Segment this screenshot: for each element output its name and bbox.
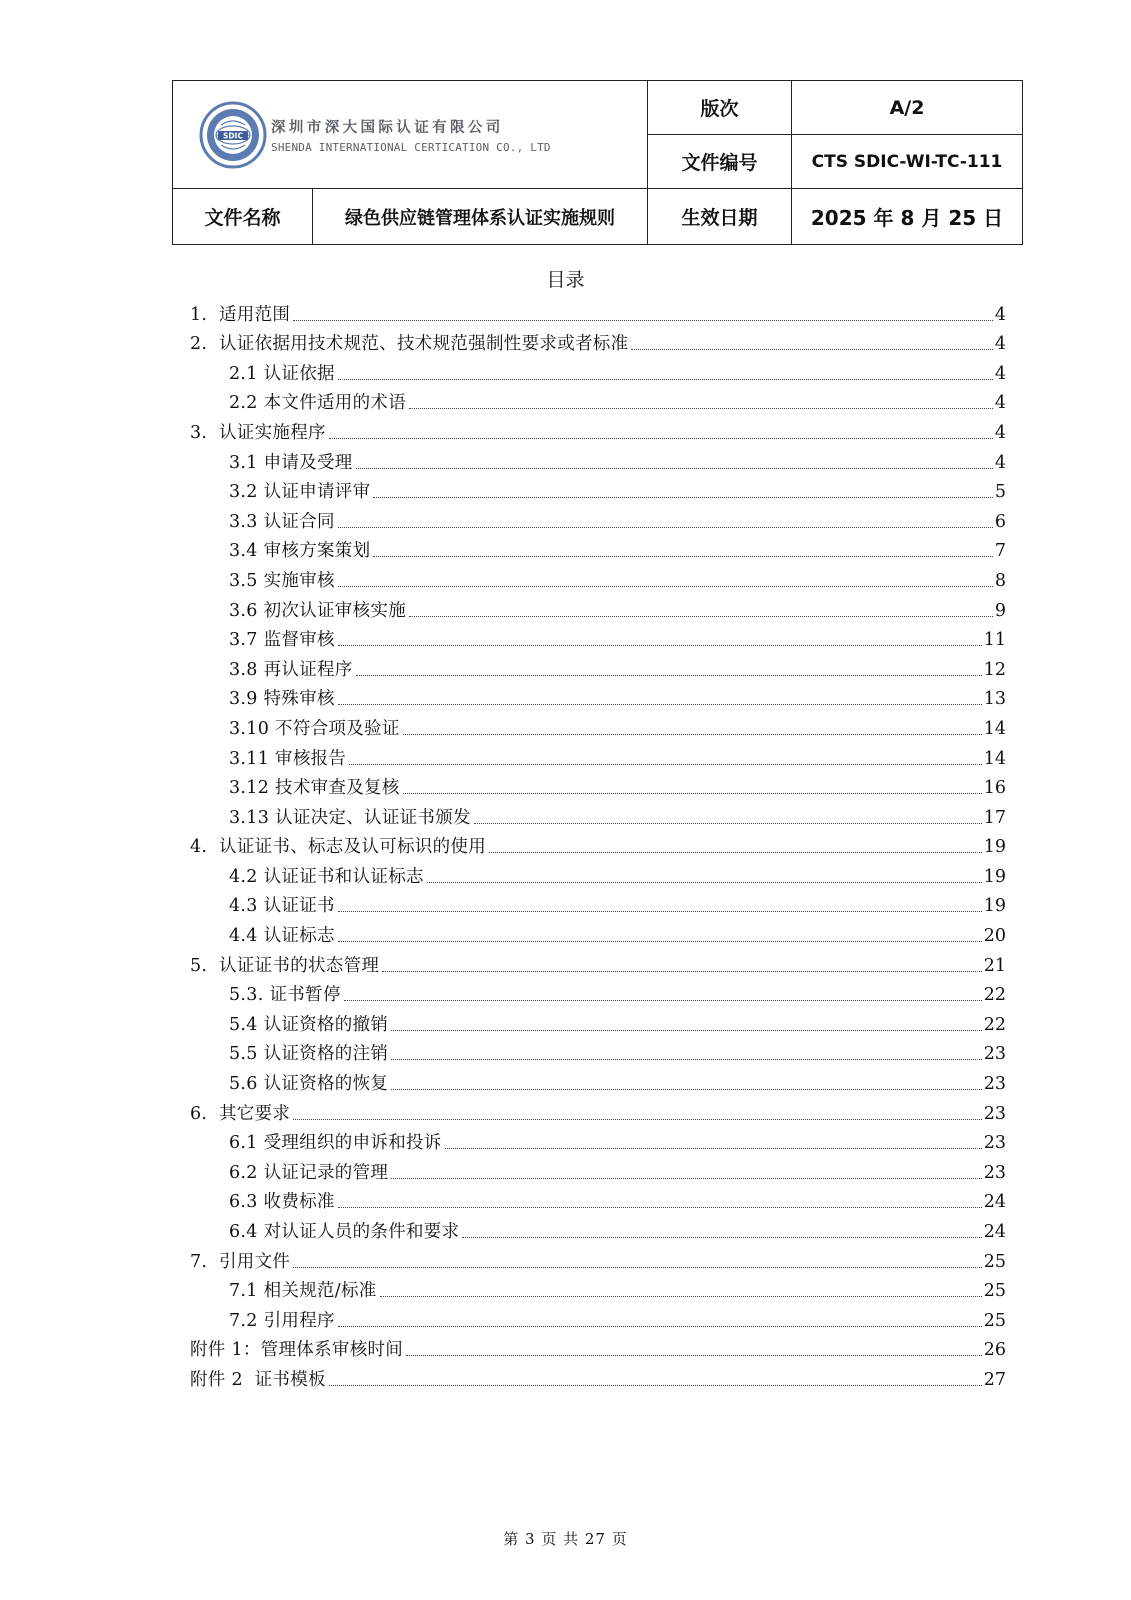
toc-entry-text: 5.3. 证书暂停 bbox=[229, 985, 341, 1006]
toc-page-number: 24 bbox=[983, 1192, 1006, 1213]
toc-entry-text: 3.10 不符合项及验证 bbox=[229, 718, 400, 739]
toc-entry-label bbox=[229, 1014, 388, 1036]
sdic-badge-icon bbox=[199, 101, 267, 169]
toc-entry-text: 7.1 相关规范/标准 bbox=[229, 1281, 377, 1302]
toc-entry-label bbox=[229, 1162, 388, 1184]
toc-entry[interactable] bbox=[190, 1302, 1006, 1332]
toc-page-number: 9 bbox=[994, 600, 1006, 621]
toc-entry[interactable] bbox=[190, 355, 1006, 385]
toc-entry-text: 6.1 受理组织的申诉和投诉 bbox=[229, 1133, 442, 1154]
toc-dot-leader bbox=[329, 437, 993, 439]
toc-entry-label bbox=[229, 629, 335, 651]
toc-page-number: 16 bbox=[983, 778, 1006, 799]
toc-page-number: 14 bbox=[983, 748, 1006, 769]
effective-date-label: 生效日期 bbox=[648, 189, 792, 245]
toc-dot-leader bbox=[373, 496, 992, 498]
toc-dot-leader bbox=[338, 1325, 982, 1327]
toc-entry-text: 3.3 认证合同 bbox=[229, 511, 335, 532]
toc-entry[interactable] bbox=[190, 710, 1006, 740]
effective-date-value: 2025 年 8 月 25 日 bbox=[792, 189, 1023, 245]
toc-entry-label bbox=[229, 570, 335, 592]
toc-entry[interactable] bbox=[190, 414, 1006, 444]
toc-dot-leader bbox=[403, 733, 982, 735]
toc-entry[interactable] bbox=[190, 385, 1006, 415]
toc-dot-leader bbox=[293, 1118, 982, 1120]
toc-entry[interactable] bbox=[190, 1006, 1006, 1036]
toc-entry-number: 4. bbox=[190, 837, 208, 858]
toc-dot-leader bbox=[380, 1295, 982, 1297]
toc-entry[interactable] bbox=[190, 444, 1006, 474]
toc-dot-leader bbox=[403, 792, 982, 794]
toc-entry-text: 3.1 申请及受理 bbox=[229, 452, 353, 473]
toc-entry-text: 3.2 认证申请评审 bbox=[229, 482, 371, 503]
toc-page-number: 11 bbox=[983, 630, 1006, 651]
toc-page-number: 12 bbox=[983, 659, 1006, 680]
toc-page-number: 6 bbox=[994, 511, 1006, 532]
toc-dot-leader bbox=[391, 1088, 982, 1090]
toc-entry-label bbox=[229, 925, 335, 947]
toc-entry-label bbox=[229, 363, 335, 385]
toc-entry-text: 3.12 技术审查及复核 bbox=[229, 778, 400, 799]
toc-dot-leader bbox=[391, 1177, 982, 1179]
toc-entry-label bbox=[229, 866, 424, 888]
toc-entry-text: 5.6 认证资格的恢复 bbox=[229, 1074, 389, 1095]
company-name-cn: 深圳市深大国际认证有限公司 bbox=[271, 119, 504, 136]
toc-entry[interactable] bbox=[190, 1273, 1006, 1303]
toc-entry-label bbox=[190, 422, 326, 444]
toc-dot-leader bbox=[391, 1029, 982, 1031]
toc-entry[interactable] bbox=[190, 1361, 1006, 1391]
toc-entry-text: 其它要求 bbox=[219, 1103, 291, 1124]
toc-entry-number: 3. bbox=[190, 422, 208, 443]
toc-entry[interactable] bbox=[190, 1125, 1006, 1155]
toc-entry[interactable] bbox=[190, 1095, 1006, 1125]
badge-text: SDIC bbox=[223, 131, 243, 141]
toc-entry[interactable] bbox=[190, 1243, 1006, 1273]
toc-entry-label bbox=[229, 748, 346, 770]
version-label: 版次 bbox=[648, 81, 792, 135]
toc-entry-text: 2.1 认证依据 bbox=[229, 363, 335, 384]
toc-entry-label bbox=[229, 1132, 442, 1154]
toc-page-number: 19 bbox=[983, 866, 1006, 887]
toc-page-number: 24 bbox=[983, 1222, 1006, 1242]
toc-entry[interactable] bbox=[190, 1036, 1006, 1066]
toc-page-number: 5 bbox=[994, 482, 1006, 503]
toc-dot-leader bbox=[409, 615, 993, 617]
table-of-contents bbox=[190, 296, 1006, 1391]
toc-entry-label bbox=[229, 600, 406, 622]
toc-entry-text: 3.8 再认证程序 bbox=[229, 659, 353, 680]
toc-entry-label bbox=[229, 1191, 335, 1213]
doc-name-label: 文件名称 bbox=[173, 189, 313, 245]
toc-dot-leader bbox=[293, 319, 993, 321]
toc-entry-text: 5.4 认证资格的撤销 bbox=[229, 1014, 389, 1035]
toc-page-number: 22 bbox=[983, 1014, 1006, 1035]
toc-dot-leader bbox=[338, 1206, 982, 1208]
toc-dot-leader bbox=[293, 1266, 982, 1268]
toc-page-number: 7 bbox=[994, 541, 1006, 562]
toc-entry[interactable] bbox=[190, 1065, 1006, 1095]
toc-page-number: 4 bbox=[994, 334, 1006, 355]
toc-dot-leader bbox=[356, 674, 982, 676]
toc-entry-label bbox=[190, 955, 379, 977]
toc-dot-leader bbox=[338, 644, 982, 646]
toc-page-number: 23 bbox=[983, 1044, 1006, 1065]
toc-entry-label bbox=[229, 540, 370, 562]
toc-title: 目录 bbox=[546, 269, 585, 291]
toc-entry[interactable] bbox=[190, 1184, 1006, 1214]
toc-dot-leader bbox=[349, 763, 981, 765]
toc-page-number: 8 bbox=[994, 570, 1006, 591]
toc-entry-text: 2.2 本文件适用的术语 bbox=[229, 393, 406, 414]
toc-entry-text: 5.5 认证资格的注销 bbox=[229, 1044, 389, 1065]
toc-entry-label bbox=[190, 333, 628, 355]
toc-dot-leader bbox=[344, 999, 982, 1001]
toc-dot-leader bbox=[338, 585, 993, 587]
toc-dot-leader bbox=[391, 1058, 982, 1060]
toc-page-number: 25 bbox=[983, 1310, 1006, 1331]
toc-page-number: 23 bbox=[983, 1074, 1006, 1095]
toc-entry-label bbox=[229, 688, 335, 710]
toc-dot-leader bbox=[382, 970, 982, 972]
toc-entry[interactable] bbox=[190, 770, 1006, 800]
toc-page-number: 26 bbox=[983, 1340, 1006, 1361]
toc-dot-leader bbox=[329, 1384, 982, 1386]
toc-entry[interactable] bbox=[190, 977, 1006, 1007]
toc-page-number: 19 bbox=[983, 837, 1006, 858]
toc-entry-label bbox=[190, 1369, 326, 1391]
toc-dot-leader bbox=[462, 1236, 981, 1238]
toc-page-number: 13 bbox=[983, 689, 1006, 710]
toc-entry-text: 3.13 认证决定、认证证书颁发 bbox=[229, 807, 471, 828]
toc-entry-label bbox=[190, 1103, 290, 1125]
toc-entry[interactable] bbox=[190, 740, 1006, 770]
toc-entry-label bbox=[229, 392, 406, 414]
company-logo-cell bbox=[173, 81, 648, 189]
toc-entry-label bbox=[229, 895, 335, 917]
toc-entry-text: 7.2 引用程序 bbox=[229, 1310, 335, 1331]
toc-page-number: 27 bbox=[983, 1369, 1006, 1390]
toc-entry-text: 4.2 认证证书和认证标志 bbox=[229, 866, 424, 887]
toc-entry[interactable] bbox=[190, 592, 1006, 622]
toc-entry-text: 6.3 收费标准 bbox=[229, 1192, 335, 1213]
toc-dot-leader bbox=[338, 910, 982, 912]
toc-entry-text: 4.4 认证标志 bbox=[229, 926, 335, 947]
toc-dot-leader bbox=[409, 407, 993, 409]
toc-dot-leader bbox=[631, 348, 992, 350]
toc-entry-number: 5. bbox=[190, 955, 208, 976]
toc-entry-number: 6. bbox=[190, 1103, 208, 1124]
toc-entry[interactable] bbox=[190, 917, 1006, 947]
toc-entry-text: 6.4 对认证人员的条件和要求 bbox=[229, 1222, 460, 1242]
toc-page-number: 21 bbox=[983, 955, 1006, 976]
toc-page-number: 22 bbox=[983, 985, 1006, 1006]
toc-entry[interactable] bbox=[190, 562, 1006, 592]
toc-entry-label bbox=[190, 1251, 290, 1273]
toc-page-number: 4 bbox=[994, 304, 1006, 325]
toc-entry-text: 3.7 监督审核 bbox=[229, 630, 335, 651]
toc-dot-leader bbox=[489, 851, 982, 853]
toc-entry-label bbox=[229, 1310, 335, 1332]
document-header-table bbox=[172, 80, 1023, 245]
toc-entry-label bbox=[229, 481, 370, 503]
toc-entry-label bbox=[229, 511, 335, 533]
toc-entry[interactable] bbox=[190, 474, 1006, 504]
toc-page-number: 23 bbox=[983, 1133, 1006, 1154]
toc-entry-text: 6.2 认证记录的管理 bbox=[229, 1162, 389, 1183]
toc-page-number: 4 bbox=[994, 393, 1006, 414]
toc-entry[interactable] bbox=[190, 1154, 1006, 1184]
toc-entry-number: 2. bbox=[190, 334, 208, 355]
toc-page-number: 25 bbox=[983, 1281, 1006, 1302]
toc-entry-text: 适用范围 bbox=[219, 304, 291, 325]
toc-page-number: 23 bbox=[983, 1162, 1006, 1183]
toc-entry-text: 认证实施程序 bbox=[219, 422, 326, 443]
toc-page-number: 19 bbox=[983, 896, 1006, 917]
toc-entry[interactable] bbox=[190, 681, 1006, 711]
toc-entry[interactable] bbox=[190, 858, 1006, 888]
toc-entry[interactable] bbox=[190, 1332, 1006, 1362]
toc-entry-label bbox=[229, 659, 353, 681]
toc-entry-text: 认证依据用技术规范、技术规范强制性要求或者标准 bbox=[219, 334, 629, 355]
toc-dot-leader bbox=[445, 1147, 982, 1149]
toc-entry[interactable] bbox=[190, 296, 1006, 326]
toc-entry[interactable] bbox=[190, 651, 1006, 681]
toc-entry-label bbox=[229, 718, 400, 740]
toc-dot-leader bbox=[373, 555, 992, 557]
toc-entry[interactable] bbox=[190, 1213, 1006, 1243]
toc-dot-leader bbox=[338, 378, 993, 380]
toc-dot-leader bbox=[356, 467, 993, 469]
toc-page-number: 14 bbox=[983, 718, 1006, 739]
toc-entry-text: 认证证书、标志及认可标识的使用 bbox=[219, 837, 486, 858]
toc-dot-leader bbox=[427, 881, 982, 883]
toc-dot-leader bbox=[338, 703, 982, 705]
toc-dot-leader bbox=[338, 940, 982, 942]
toc-entry-label bbox=[190, 304, 290, 326]
toc-entry-text: 认证证书的状态管理 bbox=[219, 955, 380, 976]
toc-entry-label bbox=[190, 836, 486, 858]
company-name-en: SHENDA INTERNATIONAL CERTICATION CO., LTD bbox=[271, 140, 551, 154]
toc-entry-number: 1. bbox=[190, 304, 208, 325]
toc-dot-leader bbox=[474, 822, 982, 824]
toc-entry-label bbox=[229, 1043, 388, 1065]
toc-entry[interactable] bbox=[190, 829, 1006, 859]
toc-page-number: 4 bbox=[994, 363, 1006, 384]
toc-entry-label bbox=[229, 1280, 377, 1302]
toc-dot-leader bbox=[406, 1354, 982, 1356]
toc-entry-label bbox=[229, 777, 400, 799]
version-value: A/2 bbox=[792, 81, 1023, 135]
company-logo bbox=[199, 101, 647, 169]
toc-entry[interactable] bbox=[190, 947, 1006, 977]
toc-entry-text: 3.4 审核方案策划 bbox=[229, 541, 371, 562]
toc-entry-label bbox=[229, 807, 471, 829]
toc-page-number: 4 bbox=[994, 452, 1006, 473]
toc-entry-number: 7. bbox=[190, 1251, 208, 1272]
toc-entry-label bbox=[190, 1339, 403, 1361]
toc-dot-leader bbox=[338, 526, 993, 528]
toc-page-number: 23 bbox=[983, 1103, 1006, 1124]
toc-entry-text: 3.6 初次认证审核实施 bbox=[229, 600, 406, 621]
toc-entry-text: 引用文件 bbox=[219, 1251, 291, 1272]
toc-entry-text: 附件 1：管理体系审核时间 bbox=[190, 1340, 404, 1361]
toc-entry[interactable] bbox=[190, 533, 1006, 563]
toc-entry-label bbox=[229, 452, 353, 474]
toc-entry-text: 附件 2 证书模板 bbox=[190, 1369, 326, 1390]
toc-entry[interactable] bbox=[190, 799, 1006, 829]
page-footer: 第 3 页 共 27 页 bbox=[503, 1530, 628, 1548]
toc-page-number: 20 bbox=[983, 926, 1006, 947]
toc-page-number: 25 bbox=[983, 1251, 1006, 1272]
doc-name-value: 绿色供应链管理体系认证实施规则 bbox=[313, 189, 648, 245]
toc-entry[interactable] bbox=[190, 326, 1006, 356]
toc-entry-label bbox=[229, 984, 341, 1006]
doc-number-label: 文件编号 bbox=[648, 135, 792, 189]
toc-entry-label bbox=[229, 1073, 388, 1095]
toc-entry-text: 3.11 审核报告 bbox=[229, 748, 347, 769]
toc-entry-text: 3.5 实施审核 bbox=[229, 570, 335, 591]
toc-entry[interactable] bbox=[190, 622, 1006, 652]
doc-number-value: CTS SDIC-WI-TC-111 bbox=[792, 135, 1023, 189]
toc-entry-label bbox=[229, 1221, 459, 1243]
toc-entry[interactable] bbox=[190, 888, 1006, 918]
toc-entry-text: 3.9 特殊审核 bbox=[229, 689, 335, 710]
toc-entry[interactable] bbox=[190, 503, 1006, 533]
toc-entry-text: 4.3 认证证书 bbox=[229, 896, 335, 917]
toc-page-number: 17 bbox=[983, 807, 1006, 828]
toc-page-number: 4 bbox=[994, 422, 1006, 443]
